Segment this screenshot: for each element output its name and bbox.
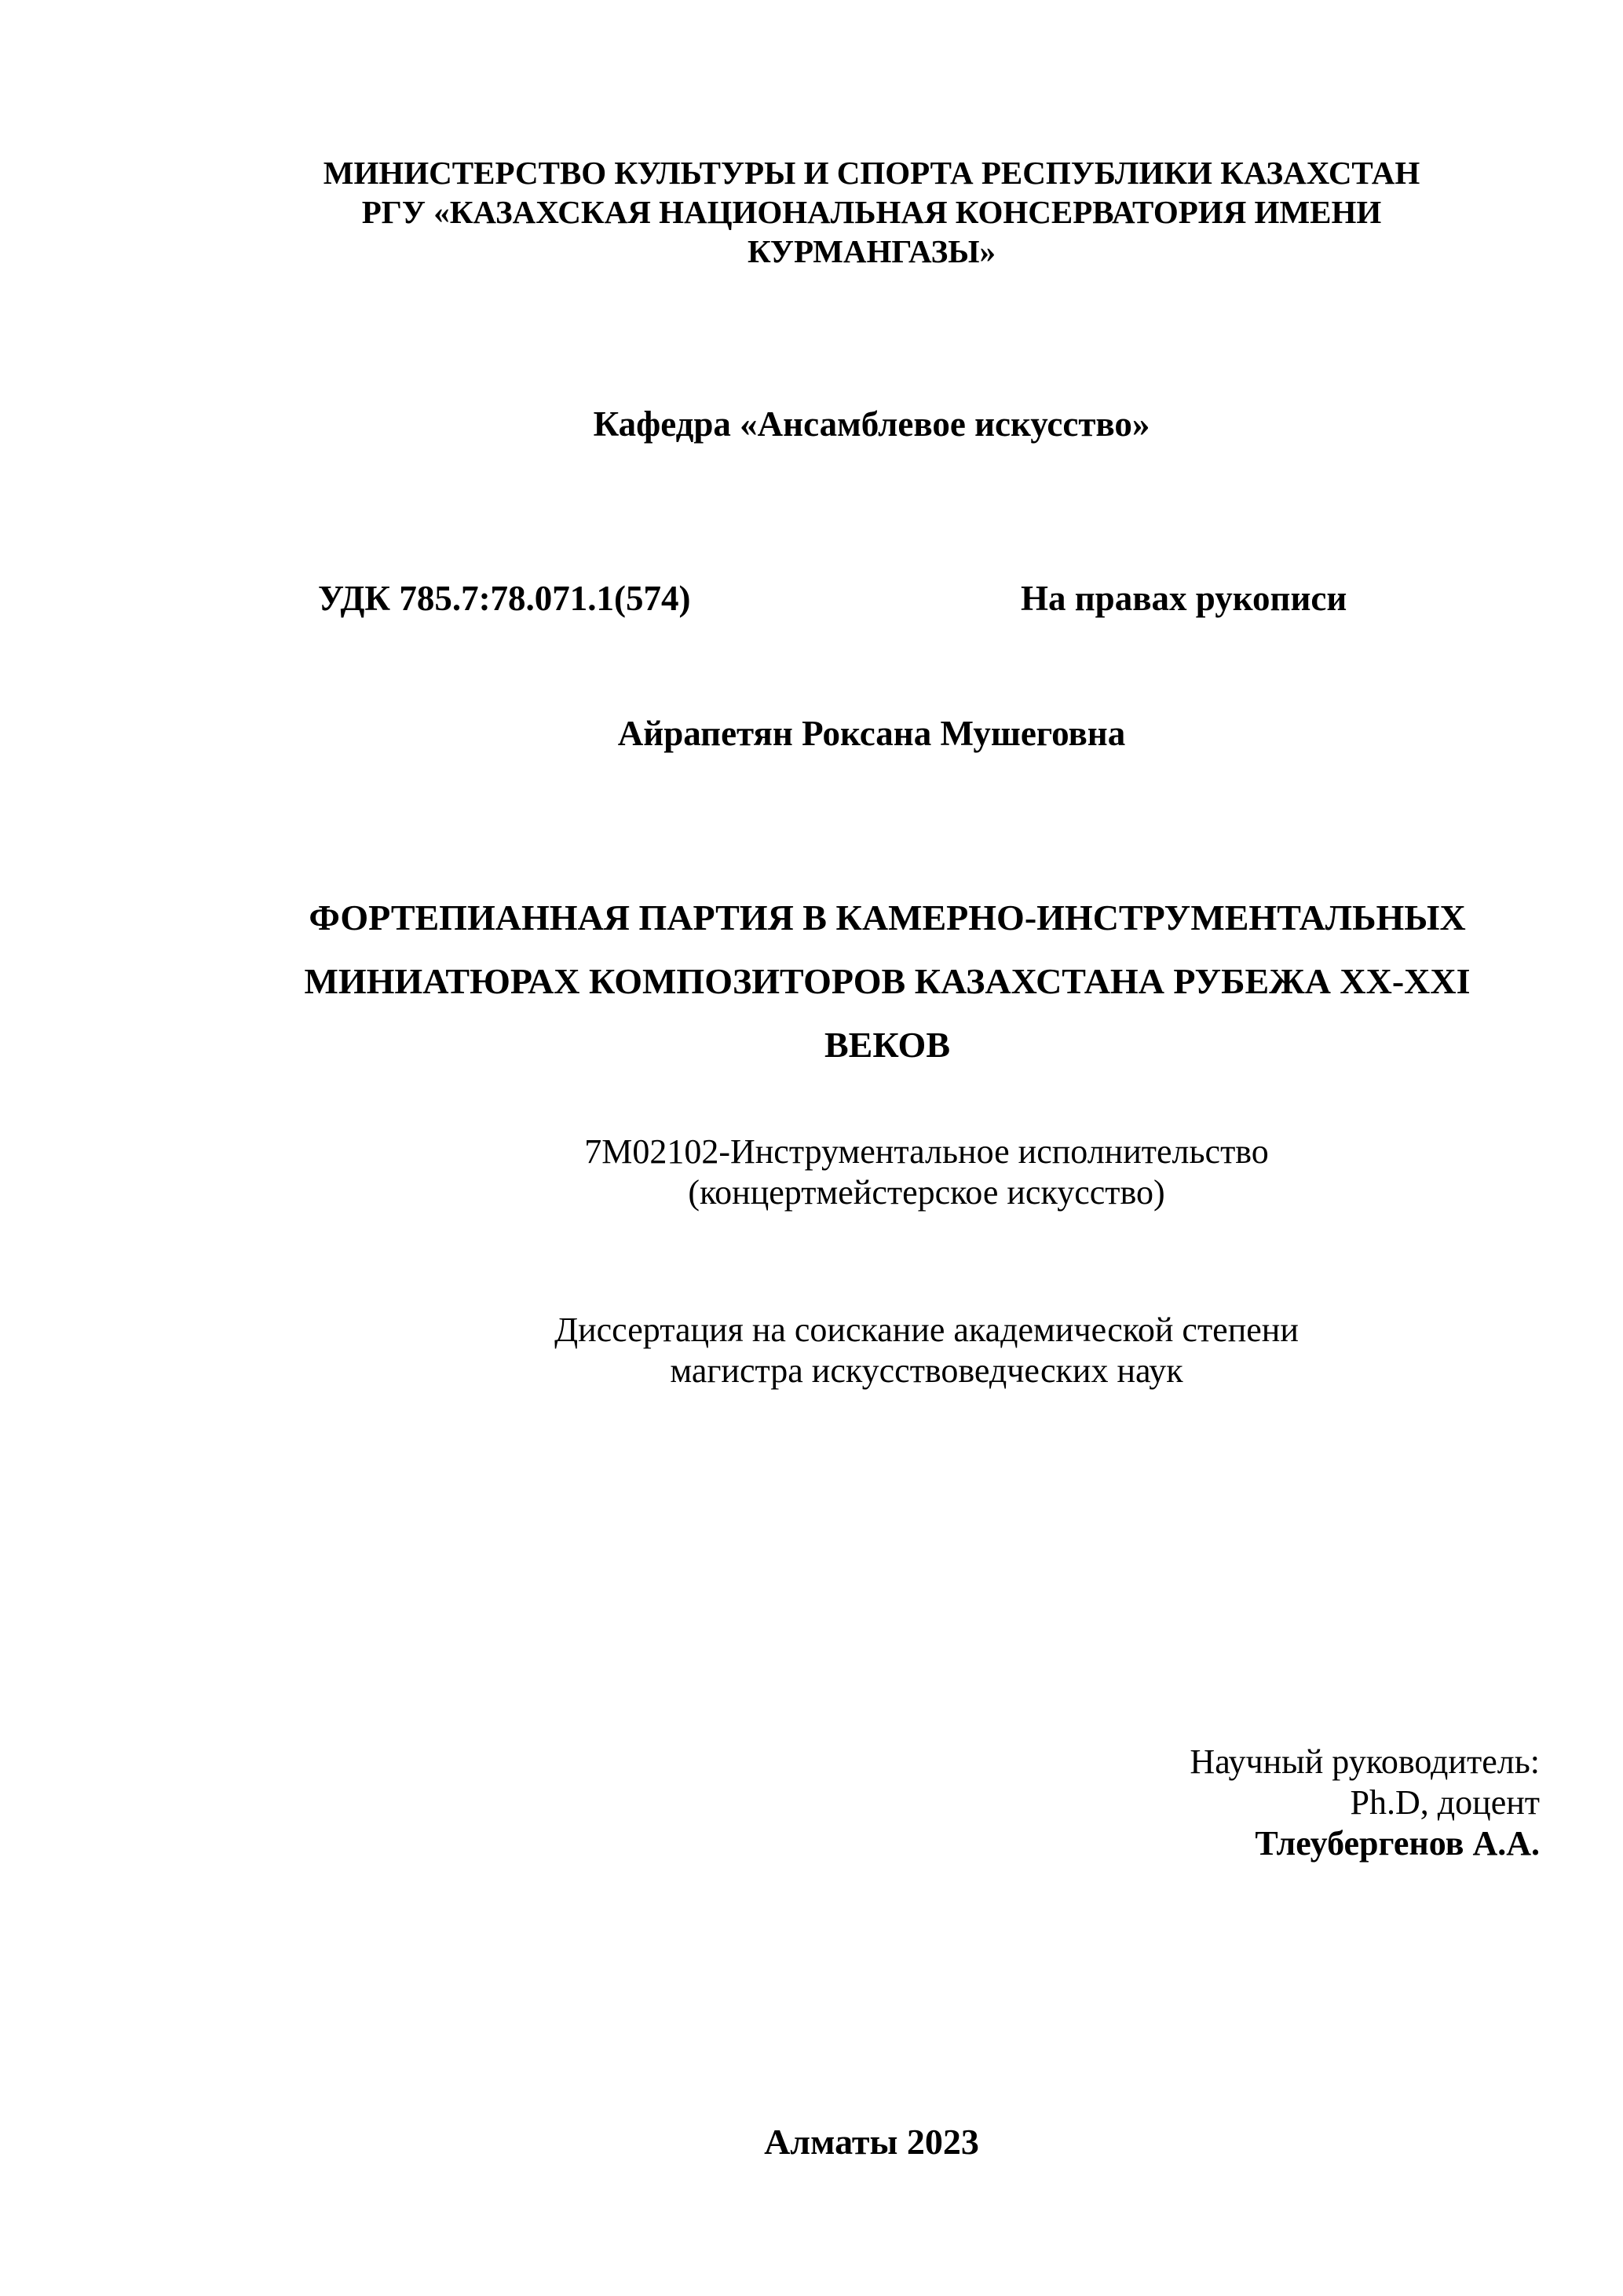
institution-header [236, 153, 1508, 271]
supervisor-rank: Ph.D, доцент [1350, 1783, 1540, 1822]
specialty [393, 1132, 1460, 1213]
title-line-3: ВЕКОВ [824, 1025, 951, 1065]
conservatory-name-line: КУРМАНГАЗЫ» [747, 233, 996, 269]
city-year: Алматы 2023 [764, 2122, 979, 2162]
udk-code: УДК 785.7:78.071.1(574) [318, 579, 691, 618]
specialty-code-line: 7М02102-Инструментальное исполнительство [584, 1132, 1269, 1171]
degree-line-2: магистра искусствоведческих наук [670, 1351, 1183, 1390]
degree-line-1: Диссертация на соискание академической степени [554, 1311, 1299, 1349]
title-line-2: МИНИАТЮРАХ КОМПОЗИТОРОВ КАЗАХСТАНА РУБЕЖА XX-XXI [304, 961, 1471, 1001]
manuscript-rights: На правах рукописи [1021, 579, 1347, 618]
degree-statement [314, 1310, 1539, 1391]
specialty-detail-line: (концертмейстерское искусство) [688, 1173, 1165, 1212]
department-name: Кафедра «Ансамблевое искусство» [593, 404, 1150, 444]
author-name: Айрапетян Роксана Мушеговна [617, 714, 1126, 753]
supervisor-block [833, 1742, 1540, 1864]
dissertation-title [157, 886, 1618, 1077]
title-line-1: ФОРТЕПИАННАЯ ПАРТИЯ В КАМЕРНО-ИНСТРУМЕНТАЛЬНЫХ [309, 898, 1466, 938]
supervisor-name: Тлеубергенов А.А. [1255, 1824, 1540, 1863]
supervisor-label: Научный руководитель: [1190, 1742, 1540, 1781]
conservatory-line: РГУ «КАЗАХСКАЯ НАЦИОНАЛЬНАЯ КОНСЕРВАТОРИЯ ИМЕНИ [361, 194, 1382, 230]
ministry-line: МИНИСТЕРСТВО КУЛЬТУРЫ И СПОРТА РЕСПУБЛИКИ КАЗАХСТАН [323, 155, 1420, 191]
